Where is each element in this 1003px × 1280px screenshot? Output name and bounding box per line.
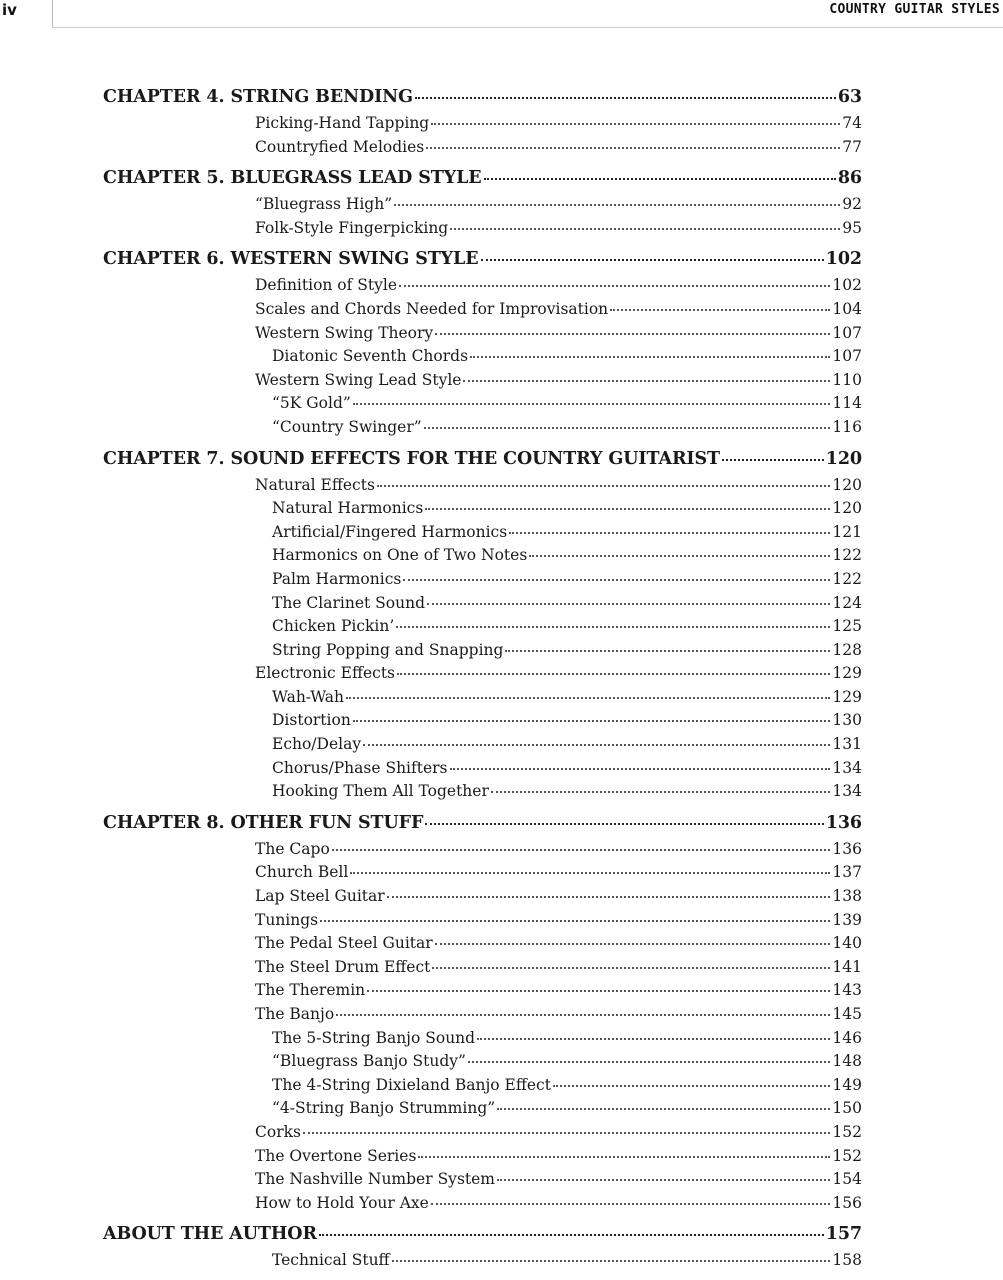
entry-title: Artificial/Fingered Harmonics [272, 522, 508, 541]
dot-leader [350, 858, 830, 874]
dot-leader [425, 809, 823, 825]
entry-page-number: 107 [832, 323, 862, 342]
entry-title: Chicken Pickin’ [272, 617, 395, 636]
dot-leader [477, 1024, 830, 1040]
entry-page-number: 140 [832, 934, 862, 953]
chapter-page-number: 102 [825, 249, 862, 270]
entry-title: The 4-String Dixieland Banjo Effect [272, 1075, 551, 1094]
dot-leader [353, 706, 831, 722]
entry-title: Countryfied Melodies [255, 137, 425, 156]
entry-title: Corks [255, 1122, 301, 1141]
entry-title: Electronic Effects [255, 664, 396, 683]
dot-leader [396, 612, 830, 628]
entry-page-number: 102 [832, 276, 862, 295]
entry-page-number: 145 [832, 1005, 862, 1023]
entry-page-number: 134 [832, 782, 862, 801]
dot-leader [403, 565, 830, 581]
dot-leader [470, 342, 830, 358]
toc-entry[interactable] [103, 416, 862, 440]
dot-leader [610, 295, 830, 311]
toc-chapter [103, 248, 862, 439]
entry-title: Distortion [272, 711, 351, 730]
entry-title: Technical Stuff [272, 1251, 390, 1270]
entry-page-number: 143 [832, 981, 862, 1000]
entry-title: Folk-Style Fingerpicking [255, 218, 449, 237]
toc-chapter [103, 86, 862, 159]
dot-leader [431, 1189, 831, 1205]
entry-page-number: 120 [832, 499, 862, 518]
entry-page-number: 107 [832, 347, 862, 366]
dot-leader [320, 906, 830, 922]
chapter-title: ABOUT THE AUTHOR [103, 1224, 317, 1245]
dot-leader [553, 1071, 830, 1087]
entry-page-number: 146 [832, 1028, 862, 1047]
chapter-page-number: 63 [837, 87, 862, 107]
entry-title: Palm Harmonics [272, 569, 402, 588]
entry-page-number: 152 [832, 1122, 862, 1141]
dot-leader [481, 245, 824, 261]
dot-leader [319, 1220, 824, 1236]
dot-leader [435, 929, 831, 945]
chapter-title: CHAPTER 7. SOUND EFFECTS FOR THE COUNTRY GUITARIST [103, 448, 720, 469]
dot-leader [509, 518, 830, 534]
dot-leader [397, 659, 830, 675]
dot-leader [346, 683, 830, 699]
entry-title: The Pedal Steel Guitar [255, 934, 433, 953]
dot-leader [399, 271, 830, 287]
chapter-page-number: 86 [837, 168, 862, 189]
chapter-page-number: 136 [825, 812, 862, 833]
header-rule [52, 0, 53, 28]
entry-page-number: 136 [832, 839, 862, 858]
entry-page-number: 104 [832, 299, 862, 318]
entry-title: Western Swing Lead Style [255, 370, 462, 389]
entry-title: The Banjo [255, 1005, 335, 1023]
entry-title: Scales and Chords Needed for Improvisation [255, 299, 609, 318]
chapter-title: CHAPTER 4. STRING BENDING [103, 87, 413, 107]
entry-page-number: 129 [832, 664, 862, 683]
dot-leader [353, 389, 831, 405]
page-number: iv [2, 1, 17, 19]
chapter-title: CHAPTER 8. OTHER FUN STUFF [103, 812, 424, 833]
entry-page-number: 110 [832, 370, 862, 389]
entry-page-number: 74 [842, 114, 862, 132]
toc-entry[interactable] [103, 217, 862, 241]
dot-leader [387, 882, 831, 898]
toc-entry[interactable] [103, 1192, 862, 1216]
entry-page-number: 92 [842, 195, 862, 214]
dot-leader [468, 1047, 830, 1063]
entry-title: Church Bell [255, 863, 349, 882]
page-header [0, 0, 1003, 28]
entry-title: “Country Swinger” [272, 417, 422, 436]
entry-title: Picking-Hand Tapping [255, 114, 430, 132]
entry-title: The Theremin [255, 981, 366, 1000]
entry-title: The 5-String Banjo Sound [272, 1028, 476, 1047]
entry-title: Lap Steel Guitar [255, 887, 385, 906]
entry-title: The Clarinet Sound [272, 593, 425, 612]
entry-title: How to Hold Your Axe [255, 1193, 429, 1212]
dot-leader [463, 366, 830, 382]
entry-title: Natural Effects [255, 475, 375, 494]
entry-title: “4-String Banjo Strumming” [272, 1099, 496, 1118]
entry-page-number: 122 [832, 569, 862, 588]
dot-leader [450, 754, 831, 770]
dot-leader [529, 541, 830, 557]
entry-page-number: 128 [832, 640, 862, 659]
entry-page-number: 148 [832, 1052, 862, 1071]
toc-entry[interactable] [103, 780, 862, 804]
dot-leader [491, 777, 831, 793]
entry-page-number: 130 [832, 711, 862, 730]
entry-page-number: 95 [842, 218, 862, 237]
entry-page-number: 125 [832, 617, 862, 636]
entry-page-number: 154 [832, 1170, 862, 1189]
running-head: COUNTRY GUITAR STYLES [829, 2, 1000, 17]
dot-leader [377, 471, 830, 487]
entry-page-number: 139 [832, 910, 862, 929]
entry-page-number: 152 [832, 1146, 862, 1165]
toc-entry[interactable] [103, 1249, 862, 1273]
entry-title: Natural Harmonics [272, 499, 424, 518]
entry-title: The Steel Drum Effect [255, 957, 431, 976]
chapter-page-number: 157 [825, 1224, 862, 1245]
entry-title: Western Swing Theory [255, 323, 434, 342]
entry-title: Hooking Them All Together [272, 782, 489, 801]
entry-page-number: 134 [832, 758, 862, 777]
dot-leader [497, 1094, 830, 1110]
entry-page-number: 114 [832, 394, 862, 413]
toc-chapter [103, 448, 862, 804]
table-of-contents [103, 86, 862, 1273]
dot-leader [415, 83, 836, 99]
entry-page-number: 156 [832, 1193, 862, 1212]
toc-chapter [103, 812, 862, 1216]
entry-title: Harmonics on One of Two Notes [272, 546, 528, 565]
entry-page-number: 141 [832, 957, 862, 976]
dot-leader [431, 109, 840, 125]
chapter-title: CHAPTER 6. WESTERN SWING STYLE [103, 249, 479, 270]
dot-leader [427, 589, 830, 605]
toc-entry[interactable] [103, 136, 862, 160]
dot-leader [394, 190, 840, 206]
entry-page-number: 131 [832, 735, 862, 754]
dot-leader [367, 976, 830, 992]
dot-leader [418, 1142, 830, 1158]
entry-page-number: 120 [832, 475, 862, 494]
dot-leader [424, 413, 831, 429]
dot-leader [332, 835, 831, 851]
entry-title: “Bluegrass Banjo Study” [272, 1052, 466, 1071]
dot-leader [336, 1000, 830, 1016]
entry-page-number: 124 [832, 593, 862, 612]
toc-chapter [103, 167, 862, 240]
dot-leader [497, 1165, 830, 1181]
entry-title: String Popping and Snapping [272, 640, 504, 659]
chapter-title: CHAPTER 5. BLUEGRASS LEAD STYLE [103, 168, 482, 189]
dot-leader [450, 214, 840, 230]
entry-page-number: 121 [832, 522, 862, 541]
entry-page-number: 129 [832, 687, 862, 706]
dot-leader [426, 133, 840, 149]
dot-leader [303, 1118, 830, 1134]
dot-leader [505, 636, 830, 652]
entry-page-number: 150 [832, 1099, 862, 1118]
dot-leader [392, 1246, 831, 1262]
header-underline [52, 27, 1003, 28]
entry-title: Tunings [255, 910, 319, 929]
dot-leader [435, 319, 830, 335]
entry-title: The Overtone Series [255, 1146, 417, 1165]
entry-page-number: 77 [842, 137, 862, 156]
entry-page-number: 116 [832, 417, 862, 436]
chapter-page-number: 120 [825, 448, 862, 469]
entry-title: Chorus/Phase Shifters [272, 758, 448, 777]
entry-page-number: 137 [832, 863, 862, 882]
entry-title: Definition of Style [255, 276, 398, 295]
entry-title: The Capo [255, 839, 330, 858]
entry-page-number: 122 [832, 546, 862, 565]
dot-leader [484, 164, 836, 180]
entry-title: Wah-Wah [272, 687, 345, 706]
dot-leader [425, 494, 830, 510]
entry-title: Echo/Delay [272, 735, 362, 754]
entry-page-number: 158 [832, 1251, 862, 1270]
entry-title: Diatonic Seventh Chords [272, 347, 469, 366]
entry-page-number: 149 [832, 1075, 862, 1094]
entry-title: “Bluegrass High” [255, 195, 393, 214]
dot-leader [722, 445, 824, 461]
entry-page-number: 138 [832, 887, 862, 906]
dot-leader [363, 730, 830, 746]
entry-title: “5K Gold” [272, 394, 351, 413]
dot-leader [432, 953, 830, 969]
entry-title: The Nashville Number System [255, 1170, 495, 1189]
toc-chapter [103, 1223, 862, 1273]
